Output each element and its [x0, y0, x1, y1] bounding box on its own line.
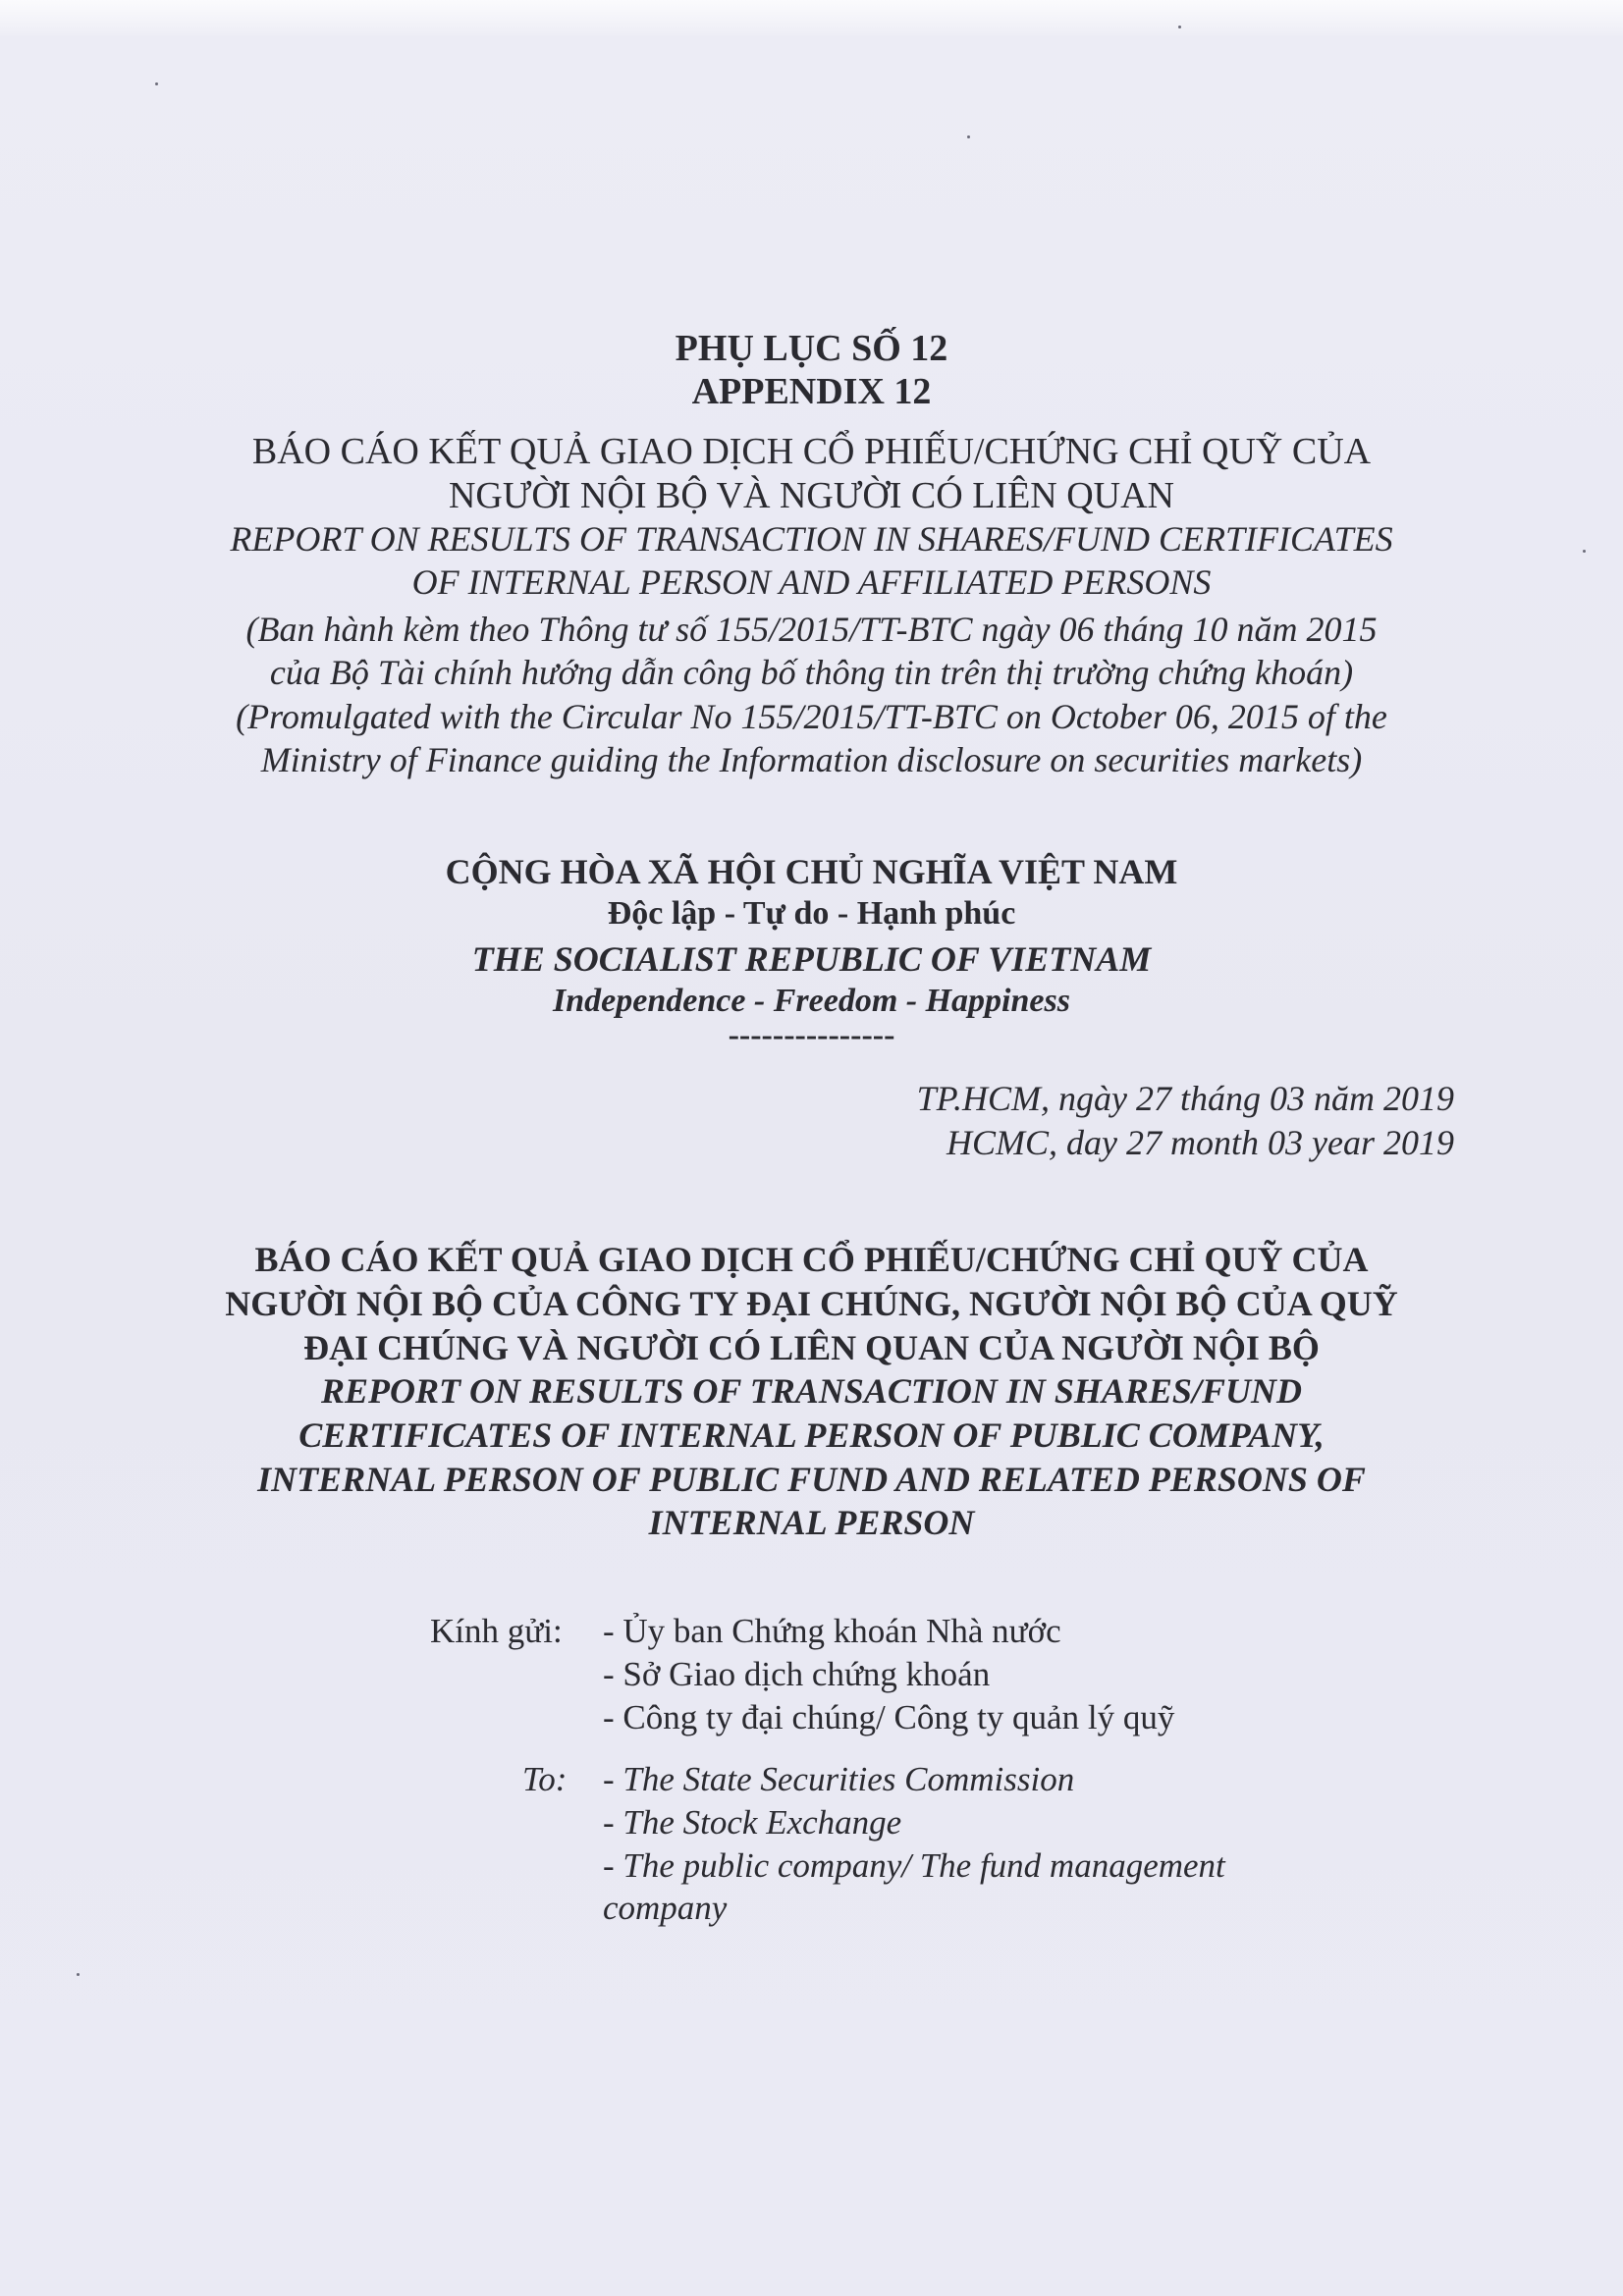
- appendix-vi-title: PHỤ LỤC SỐ 12: [675, 328, 948, 369]
- scan-speck: [155, 82, 158, 85]
- appendix-en-title: APPENDIX 12: [691, 371, 932, 412]
- recipient-item-vi: - Sở Giao dịch chứng khoán: [603, 1655, 991, 1693]
- report-en-title-line: INTERNAL PERSON OF PUBLIC FUND AND RELATED PERSONS OF: [257, 1460, 1366, 1499]
- recipient-item-en: company: [603, 1889, 728, 1927]
- appendix-en-heading-line: REPORT ON RESULTS OF TRANSACTION IN SHARES/FUND CERTIFICATES: [230, 519, 1393, 559]
- appendix-en-heading-line: OF INTERNAL PERSON AND AFFILIATED PERSONS: [411, 562, 1212, 602]
- recipients-label-vi: Kính gửi:: [430, 1612, 563, 1650]
- recipient-item-vi: - Ủy ban Chứng khoán Nhà nước: [603, 1612, 1061, 1650]
- recipient-item-en: - The State Securities Commission: [603, 1760, 1075, 1798]
- national-motto-vi: Độc lập - Tự do - Hạnh phúc: [607, 895, 1016, 932]
- appendix-vi-heading-line: BÁO CÁO KẾT QUẢ GIAO DỊCH CỔ PHIẾU/CHỨNG CHỈ QUỸ CỦA: [251, 431, 1372, 472]
- report-vi-title-line: BÁO CÁO KẾT QUẢ GIAO DỊCH CỔ PHIẾU/CHỨNG CHỈ QUỸ CỦA: [254, 1240, 1369, 1279]
- date-line-en: HCMC, day 27 month 03 year 2019: [947, 1123, 1454, 1162]
- scan-edge: [0, 0, 1623, 35]
- report-en-title-line: CERTIFICATES OF INTERNAL PERSON OF PUBLIC COMPANY,: [298, 1415, 1325, 1455]
- date-line-vi: TP.HCM, ngày 27 tháng 03 năm 2019: [916, 1079, 1454, 1118]
- report-vi-title-line: ĐẠI CHÚNG VÀ NGƯỜI CÓ LIÊN QUAN CỦA NGƯỜI NỘI BỘ: [303, 1328, 1320, 1367]
- country-name-vi: CỘNG HÒA XÃ HỘI CHỦ NGHĨA VIỆT NAM: [445, 852, 1178, 891]
- recipient-item-en: - The public company/ The fund management: [603, 1846, 1225, 1885]
- report-en-title-line: REPORT ON RESULTS OF TRANSACTION IN SHARES/FUND: [321, 1371, 1302, 1411]
- recipient-item-vi: - Công ty đại chúng/ Công ty quản lý quỹ: [603, 1698, 1175, 1736]
- scan-speck: [967, 135, 970, 138]
- appendix-vi-note-line: (Ban hành kèm theo Thông tư số 155/2015/TT-BTC ngày 06 tháng 10 năm 2015: [245, 610, 1378, 649]
- country-name-en: THE SOCIALIST REPUBLIC OF VIETNAM: [471, 939, 1152, 979]
- appendix-en-note-line: Ministry of Finance guiding the Information disclosure on securities markets): [260, 740, 1363, 779]
- appendix-en-note-line: (Promulgated with the Circular No 155/2015/TT-BTC on October 06, 2015 of the: [236, 697, 1387, 736]
- recipient-item-en: - The Stock Exchange: [603, 1803, 902, 1842]
- report-vi-title-line: NGƯỜI NỘI BỘ CỦA CÔNG TY ĐẠI CHÚNG, NGƯỜI NỘI BỘ CỦA QUỸ: [225, 1284, 1398, 1323]
- scan-speck: [1178, 26, 1181, 28]
- national-motto-en: Independence - Freedom - Happiness: [553, 983, 1070, 1019]
- report-en-title-line: INTERNAL PERSON: [648, 1503, 975, 1542]
- appendix-vi-heading-line: NGƯỜI NỘI BỘ VÀ NGƯỜI CÓ LIÊN QUAN: [448, 475, 1175, 516]
- recipients-label-en: To:: [522, 1760, 568, 1798]
- motto-divider: ---------------: [728, 1017, 895, 1053]
- scan-speck: [77, 1973, 80, 1976]
- appendix-vi-note-line: của Bộ Tài chính hướng dẫn công bố thông tin trên thị trường chứng khoán): [269, 653, 1354, 692]
